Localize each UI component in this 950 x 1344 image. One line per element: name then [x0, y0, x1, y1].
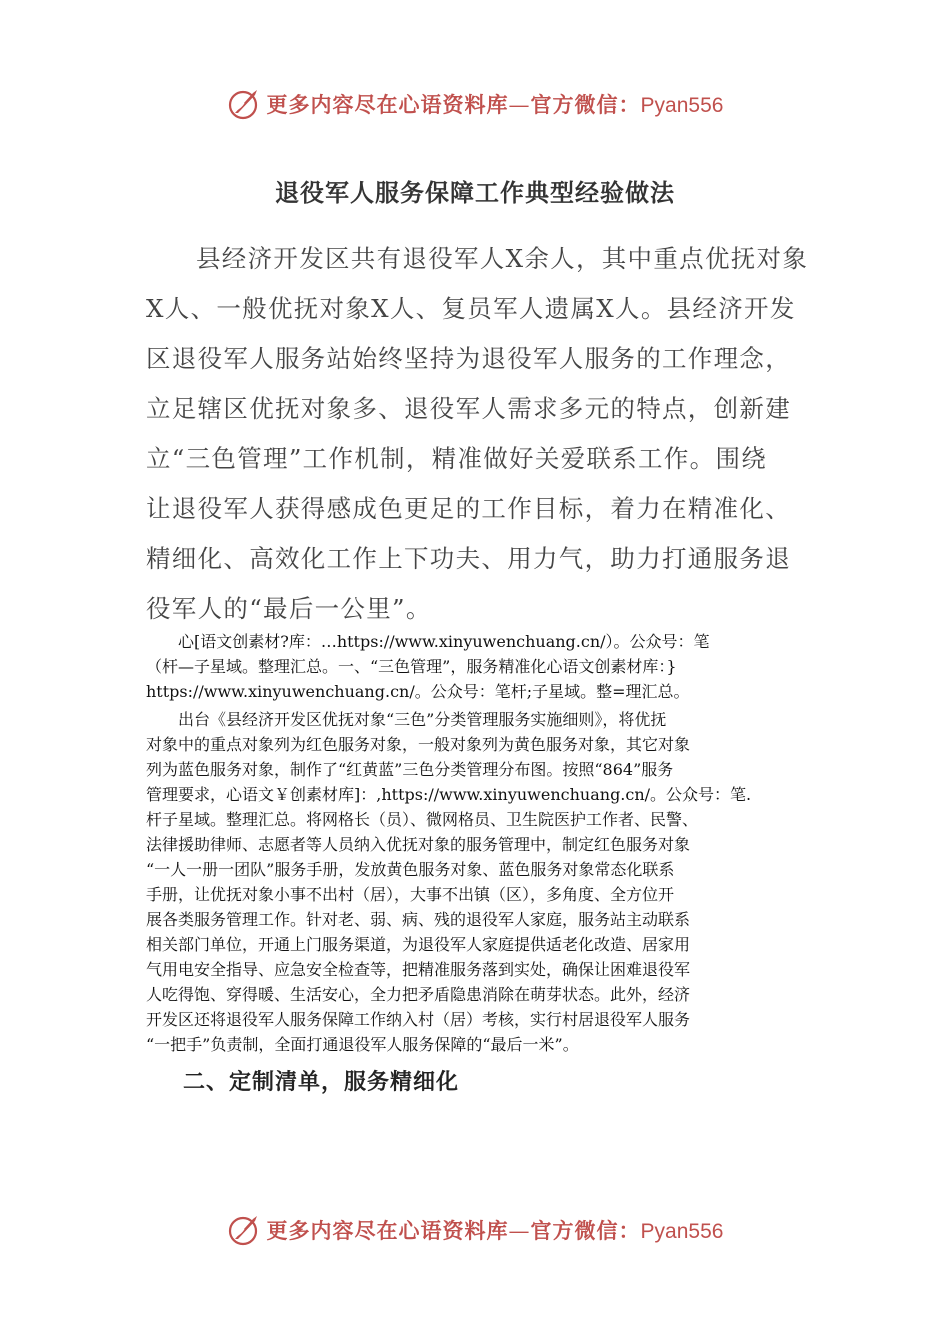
intro-line: 让退役军人获得感成色更足的工作目标，着力在精准化、 — [146, 494, 791, 523]
watermark-line: https://www.xinyuwenchuang.cn/。公众号：笔杆;子星域。整=理汇总。 — [146, 682, 690, 701]
body-line: 杆子星域。整理汇总。将网格长（员）、微网格员、卫生院医护工作者、民警、 — [146, 810, 699, 829]
section-heading: 二、定制清单，服务精细化 — [183, 1070, 460, 1095]
intro-line: 役军人的“最后一公里”。 — [146, 594, 432, 623]
banner-dash: — — [508, 1219, 531, 1243]
banner-text: 更多内容尽在心语资料库 — [266, 1218, 509, 1243]
intro-line: X人、一般优抚对象X人、复员军人遗属X人。县经济开发 — [146, 294, 796, 323]
watermark-line: （杆—子星域。整理汇总。一、“三色管理”，服务精准化心语文创素材库：} — [146, 657, 677, 676]
intro-line: 精细化、高效化工作上下功夫、用力气，助力打通服务退 — [146, 544, 791, 573]
body-line: 手册，让优抚对象小事不出村（居），大事不出镇（区），多角度、全方位开 — [146, 885, 675, 904]
intro-line: 立“三色管理”工作机制，精准做好关爱联系工作。围绕 — [146, 444, 768, 473]
banner-label: 官方微信： — [530, 92, 641, 117]
intro-line: 立足辖区优抚对象多、退役军人需求多元的特点，创新建 — [146, 394, 791, 423]
body-line: 展各类服务管理工作。针对老、弱、病、残的退役军人家庭，服务站主动联系 — [146, 910, 691, 929]
banner-text: 更多内容尽在心语资料库 — [266, 92, 509, 117]
body-line: 开发区还将退役军人服务保障工作纳入村（居）考核，实行村居退役军人服务 — [146, 1010, 691, 1029]
banner-wechat-id: Pyan556 — [640, 94, 724, 117]
body-line: 对象中的重点对象列为红色服务对象，一般对象列为黄色服务对象，其它对象 — [146, 735, 691, 754]
quill-pen-icon — [227, 86, 263, 122]
body-line: “一人一册一团队”服务手册，发放黄色服务对象、蓝色服务对象常态化联系 — [146, 860, 675, 879]
intro-line: 区退役军人服务站始终坚持为退役军人服务的工作理念， — [146, 344, 791, 373]
footer-watermark-banner — [0, 1210, 950, 1250]
watermark-line: 心[语文创素材?库：…https://www.xinyuwenchuang.cn/）。公众号：笔 — [178, 632, 710, 651]
body-line: 管理要求，心语文￥创素材库]：,https://www.xinyuwenchuang.cn/。公众号：笔. — [146, 785, 752, 804]
header-watermark-banner — [0, 84, 950, 124]
document-title: 退役军人服务保障工作典型经验做法 — [275, 179, 675, 207]
watermark-paragraph — [146, 629, 806, 704]
body-line: 出台《县经济开发区优抚对象“三色”分类管理服务实施细则》，将优抚 — [178, 710, 667, 729]
body-line: 法律援助律师、志愿者等人员纳入优抚对象的服务管理中，制定红色服务对象 — [146, 835, 691, 854]
banner-dash: — — [508, 93, 531, 117]
body-paragraph — [146, 707, 806, 1057]
banner-label: 官方微信： — [530, 1218, 641, 1243]
body-line: 列为蓝色服务对象，制作了“红黄蓝”三色分类管理分布图。按照“864”服务 — [146, 760, 674, 779]
intro-line: 县经济开发区共有退役军人X余人，其中重点优抚对象 — [196, 244, 809, 273]
body-line: 人吃得饱、穿得暖、生活安心，全力把矛盾隐患消除在萌芽状态。此外，经济 — [146, 985, 691, 1004]
body-line: “一把手”负责制，全面打通退役军人服务保障的“最后一米”。 — [146, 1035, 579, 1054]
body-line: 相关部门单位，开通上门服务渠道，为退役军人家庭提供适老化改造、居家用 — [146, 935, 691, 954]
intro-paragraph — [146, 234, 809, 634]
quill-pen-icon — [227, 1212, 263, 1248]
body-line: 气用电安全指导、应急安全检查等，把精准服务落到实处，确保让困难退役军 — [146, 960, 691, 979]
banner-wechat-id: Pyan556 — [640, 1220, 724, 1243]
